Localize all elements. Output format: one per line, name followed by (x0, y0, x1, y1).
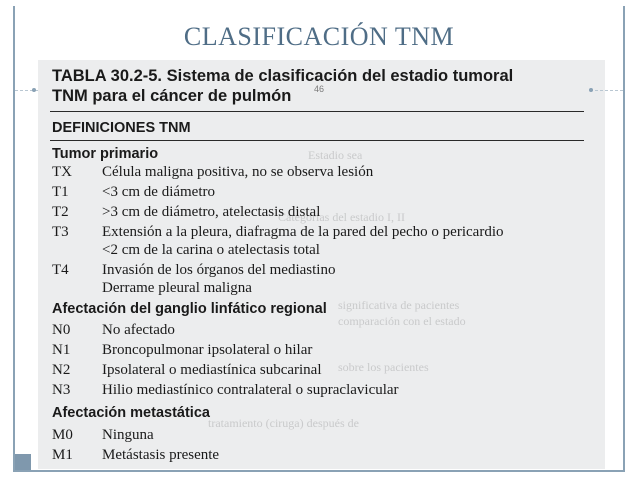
row-code: T3 (52, 224, 69, 240)
row-code: M1 (52, 447, 73, 463)
row-description: Hilio mediastínico contralateral o supraclavicular (102, 382, 399, 398)
row-code: TX (52, 164, 72, 180)
row-description: Metástasis presente (102, 447, 220, 463)
divider-right (590, 90, 623, 91)
row-description: Extensión a la pleura, diafragma de la pared del pecho o pericardio (102, 224, 504, 240)
table-rule (50, 140, 584, 141)
bleed-through-text: comparación con el estado (338, 314, 466, 328)
row-code: N1 (52, 342, 71, 358)
row-code: T4 (52, 262, 69, 278)
bleed-through-text: tratamiento (ciruga) después de (208, 416, 359, 430)
row-code: N2 (52, 362, 71, 378)
row-description: No afectado (102, 322, 175, 338)
divider-dot (32, 88, 36, 92)
table-title-line1: TABLA 30.2-5. Sistema de clasificación del estadio tumoral (52, 67, 514, 85)
row-description: Ninguna (102, 427, 154, 443)
slide-title: CLASIFICACIÓN TNM (183, 22, 455, 51)
bleed-through-text: sobre los pacientes (338, 360, 429, 374)
row-description: <2 cm de la carina o atelectasis total (102, 242, 320, 258)
table-rule (50, 111, 584, 112)
row-code: M0 (52, 427, 73, 443)
bleed-through-text: significativa de pacientes (338, 298, 460, 312)
bleed-through-text: Estadio sea (308, 148, 363, 162)
definitions-heading: DEFINICIONES TNM (52, 120, 191, 136)
row-description: >3 cm de diámetro, atelectasis distal (102, 204, 321, 220)
row-description: Célula maligna positiva, no se observa lesión (102, 164, 374, 180)
row-code: T1 (52, 184, 69, 200)
section-heading-nodes: Afectación del ganglio linfático regional (52, 301, 327, 317)
corner-decoration (15, 454, 31, 470)
table-title-line2: TNM para el cáncer de pulmón (52, 87, 292, 105)
row-description: <3 cm de diámetro (102, 184, 216, 200)
slide-frame-right (623, 6, 625, 472)
row-description: Ipsolateral o mediastínica subcarinal (102, 362, 322, 378)
row-description: Broncopulmonar ipsolateral o hilar (102, 342, 313, 358)
section-heading-metastasis: Afectación metastática (52, 405, 210, 421)
row-description: Derrame pleural maligna (102, 280, 252, 296)
row-code: N3 (52, 382, 71, 398)
section-heading-tumor: Tumor primario (52, 146, 159, 162)
row-description: Invasión de los órganos del mediastino (102, 262, 336, 278)
bleed-through-text: Categorías del estadio I, II (278, 210, 405, 224)
page-number: 46 (314, 84, 325, 94)
row-code: N0 (52, 322, 71, 338)
divider-dot (589, 88, 593, 92)
row-code: T2 (52, 204, 69, 220)
slide-frame-left (13, 6, 15, 472)
slide-frame-bottom (13, 470, 625, 472)
